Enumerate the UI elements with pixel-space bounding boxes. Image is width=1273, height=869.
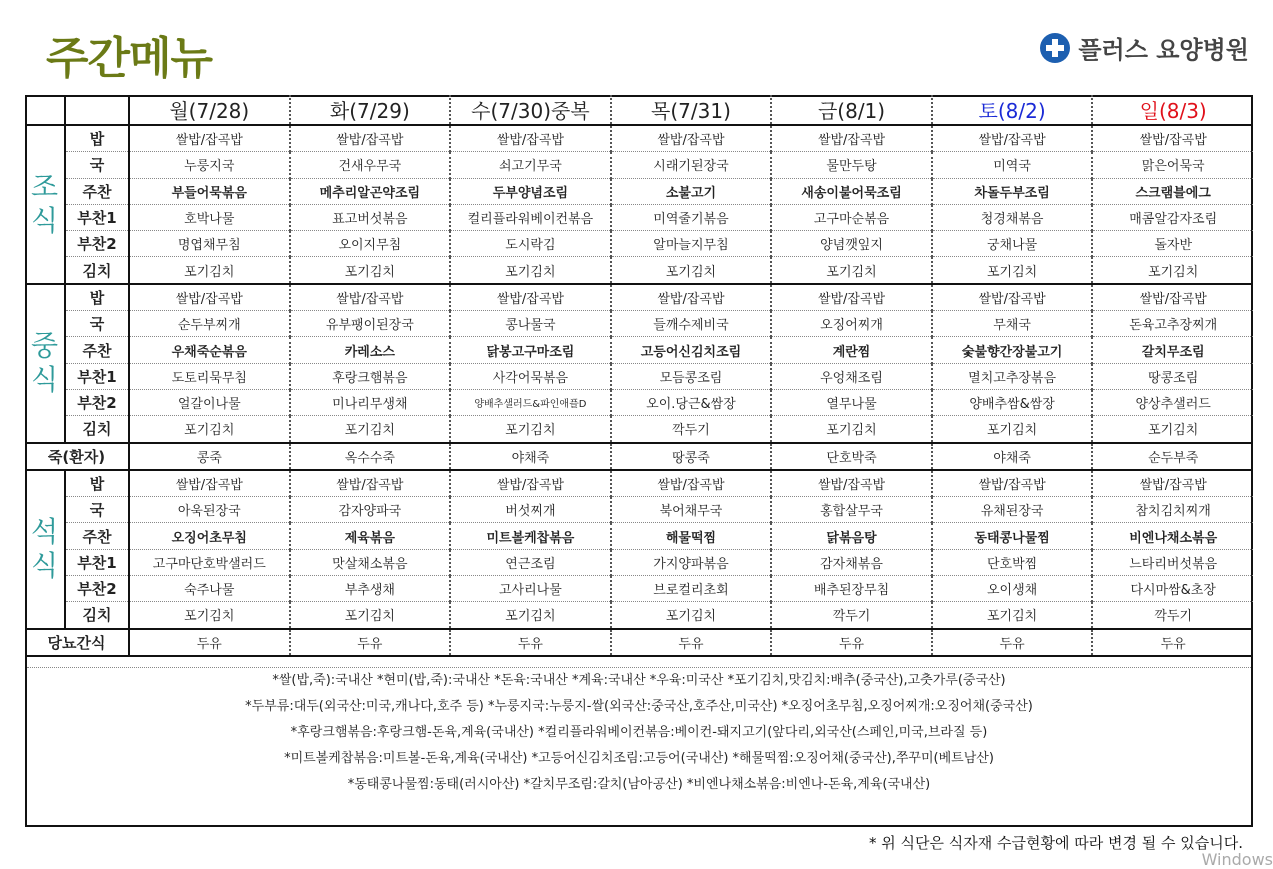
menu-cell: 감자채볶음 xyxy=(771,549,932,575)
menu-cell: 제육볶음 xyxy=(290,523,451,549)
menu-cell: 미역국 xyxy=(932,152,1093,178)
menu-cell: 미트볼케찹볶음 xyxy=(450,523,611,549)
category-label: 부찬2 xyxy=(65,389,129,415)
menu-cell: 부추생채 xyxy=(290,576,451,602)
menu-cell: 포기김치 xyxy=(611,602,772,629)
day-header-sunday: 일(8/3) xyxy=(1092,95,1253,125)
menu-cell: 홍합살무국 xyxy=(771,497,932,523)
menu-cell: 호박나물 xyxy=(129,204,290,230)
day-header: 금(8/1) xyxy=(771,95,932,125)
menu-cell: 포기김치 xyxy=(450,257,611,284)
menu-row xyxy=(25,337,1253,363)
weekly-menu-table xyxy=(25,95,1253,657)
category-label: 주찬 xyxy=(65,337,129,363)
menu-cell: 닭볶음탕 xyxy=(771,523,932,549)
menu-cell: 연근조림 xyxy=(450,549,611,575)
origin-note: *쌀(밥,죽):국내산 *현미(밥,죽):국내산 *돈육:국내산 *계육:국내산 *우육:미국산 *포기김치,맛김치:배추(중국산),고춧가루(중국산) xyxy=(272,673,1006,688)
menu-cell: 깍두기 xyxy=(1092,602,1253,629)
menu-cell: 두유 xyxy=(932,629,1093,656)
menu-cell: 쌀밥/잡곡밥 xyxy=(450,470,611,497)
menu-cell: 쌀밥/잡곡밥 xyxy=(771,284,932,311)
corner-cell xyxy=(25,95,65,125)
category-label: 국 xyxy=(65,311,129,337)
menu-cell: 땅콩조림 xyxy=(1092,363,1253,389)
category-label: 김치 xyxy=(65,416,129,443)
menu-cell: 양념깻잎지 xyxy=(771,231,932,257)
menu-cell: 차돌두부조림 xyxy=(932,178,1093,204)
menu-cell: 버섯찌개 xyxy=(450,497,611,523)
menu-cell: 고구마순볶음 xyxy=(771,204,932,230)
menu-cell: 부들어묵볶음 xyxy=(129,178,290,204)
menu-cell: 오징어초무침 xyxy=(129,523,290,549)
menu-cell: 오이.당근&쌈장 xyxy=(611,389,772,415)
menu-cell: 미나리무생채 xyxy=(290,389,451,415)
menu-cell: 쌀밥/잡곡밥 xyxy=(611,125,772,152)
menu-cell: 포기김치 xyxy=(129,257,290,284)
category-label: 국 xyxy=(65,152,129,178)
menu-row xyxy=(25,602,1253,629)
menu-cell: 쌀밥/잡곡밥 xyxy=(771,470,932,497)
menu-row xyxy=(25,497,1253,523)
menu-cell: 오이지무침 xyxy=(290,231,451,257)
menu-cell: 숙주나물 xyxy=(129,576,290,602)
menu-cell: 포기김치 xyxy=(932,416,1093,443)
menu-cell: 쌀밥/잡곡밥 xyxy=(129,284,290,311)
menu-cell: 포기김치 xyxy=(290,602,451,629)
menu-row xyxy=(25,629,1253,656)
menu-cell: 아욱된장국 xyxy=(129,497,290,523)
menu-row xyxy=(25,284,1253,311)
menu-cell: 두유 xyxy=(771,629,932,656)
menu-cell: 참치김치찌개 xyxy=(1092,497,1253,523)
menu-row xyxy=(25,363,1253,389)
menu-cell: 느타리버섯볶음 xyxy=(1092,549,1253,575)
menu-cell: 포기김치 xyxy=(771,257,932,284)
menu-cell: 누룽지국 xyxy=(129,152,290,178)
menu-cell: 콩죽 xyxy=(129,443,290,470)
category-label: 부찬1 xyxy=(65,549,129,575)
row-label: 죽(환자) xyxy=(25,443,129,470)
category-label: 주찬 xyxy=(65,523,129,549)
plus-circle-icon xyxy=(1040,33,1070,63)
menu-row xyxy=(25,125,1253,152)
menu-cell: 두유 xyxy=(129,629,290,656)
menu-cell: 미역줄기볶음 xyxy=(611,204,772,230)
menu-cell: 깍두기 xyxy=(771,602,932,629)
menu-cell: 포기김치 xyxy=(771,416,932,443)
menu-cell: 땅콩죽 xyxy=(611,443,772,470)
category-label: 주찬 xyxy=(65,178,129,204)
corner-cell xyxy=(65,95,129,125)
menu-cell: 돈육고추장찌개 xyxy=(1092,311,1253,337)
menu-cell: 쌀밥/잡곡밥 xyxy=(771,125,932,152)
category-label: 부찬2 xyxy=(65,231,129,257)
menu-cell: 양배추쌈&쌈장 xyxy=(932,389,1093,415)
menu-cell: 쇠고기무국 xyxy=(450,152,611,178)
menu-cell: 포기김치 xyxy=(290,257,451,284)
menu-cell: 쌀밥/잡곡밥 xyxy=(450,125,611,152)
category-label: 김치 xyxy=(65,257,129,284)
menu-cell: 포기김치 xyxy=(129,416,290,443)
menu-cell: 순두부찌개 xyxy=(129,311,290,337)
footer-note: * 위 식단은 식자재 수급현황에 따라 변경 될 수 있습니다. xyxy=(869,834,1243,852)
menu-cell: 배추된장무침 xyxy=(771,576,932,602)
meal-label-text: 석식 xyxy=(30,515,59,583)
menu-cell: 계란찜 xyxy=(771,337,932,363)
menu-row xyxy=(25,549,1253,575)
menu-cell: 무채국 xyxy=(932,311,1093,337)
menu-cell: 비엔나채소볶음 xyxy=(1092,523,1253,549)
day-header: 수(7/30)중복 xyxy=(450,95,611,125)
menu-cell: 포기김치 xyxy=(1092,416,1253,443)
menu-cell: 열무나물 xyxy=(771,389,932,415)
brand-name: 플러스 요양병원 xyxy=(1078,36,1249,64)
menu-cell: 얼갈이나물 xyxy=(129,389,290,415)
menu-cell: 쌀밥/잡곡밥 xyxy=(129,470,290,497)
menu-cell: 두부양념조림 xyxy=(450,178,611,204)
menu-cell: 고등어신김치조림 xyxy=(611,337,772,363)
menu-cell: 사각어묵볶음 xyxy=(450,363,611,389)
menu-cell: 쌀밥/잡곡밥 xyxy=(290,284,451,311)
menu-cell: 쌀밥/잡곡밥 xyxy=(611,470,772,497)
menu-cell: 콩나물국 xyxy=(450,311,611,337)
row-label: 당뇨간식 xyxy=(25,629,129,656)
meal-label xyxy=(25,284,65,443)
menu-cell: 유채된장국 xyxy=(932,497,1093,523)
menu-cell: 쌀밥/잡곡밥 xyxy=(1092,470,1253,497)
menu-cell: 새송이불어묵조림 xyxy=(771,178,932,204)
brand xyxy=(1040,30,1249,65)
menu-cell: 북어채무국 xyxy=(611,497,772,523)
menu-cell: 명엽채무침 xyxy=(129,231,290,257)
menu-cell: 알마늘지무침 xyxy=(611,231,772,257)
category-label: 김치 xyxy=(65,602,129,629)
menu-cell: 쌀밥/잡곡밥 xyxy=(932,284,1093,311)
menu-cell: 브로컬리초회 xyxy=(611,576,772,602)
menu-cell: 깍두기 xyxy=(611,416,772,443)
menu-cell: 갈치무조림 xyxy=(1092,337,1253,363)
menu-cell: 맑은어묵국 xyxy=(1092,152,1253,178)
meal-label xyxy=(25,470,65,629)
menu-cell: 포기김치 xyxy=(450,416,611,443)
menu-cell: 포기김치 xyxy=(611,257,772,284)
menu-cell: 시래기된장국 xyxy=(611,152,772,178)
menu-row xyxy=(25,523,1253,549)
menu-cell: 두유 xyxy=(1092,629,1253,656)
menu-row xyxy=(25,231,1253,257)
menu-cell: 고구마단호박샐러드 xyxy=(129,549,290,575)
origin-notes xyxy=(27,668,1251,798)
menu-cell: 해물떡찜 xyxy=(611,523,772,549)
watermark: Windows xyxy=(1201,850,1273,869)
menu-cell: 멸치고추장볶음 xyxy=(932,363,1093,389)
menu-cell: 우엉채조림 xyxy=(771,363,932,389)
menu-cell: 야채죽 xyxy=(932,443,1093,470)
menu-cell: 순두부죽 xyxy=(1092,443,1253,470)
menu-cell: 고사리나물 xyxy=(450,576,611,602)
menu-row xyxy=(25,470,1253,497)
menu-cell: 소불고기 xyxy=(611,178,772,204)
meal-label-text: 조식 xyxy=(30,170,59,238)
menu-cell: 단호박찜 xyxy=(932,549,1093,575)
menu-cell: 물만두탕 xyxy=(771,152,932,178)
menu-row xyxy=(25,152,1253,178)
meal-label xyxy=(25,125,65,284)
menu-cell: 후랑크햄볶음 xyxy=(290,363,451,389)
menu-cell: 숯불향간장불고기 xyxy=(932,337,1093,363)
menu-cell: 포기김치 xyxy=(450,602,611,629)
menu-cell: 표고버섯볶음 xyxy=(290,204,451,230)
menu-cell: 스크램블에그 xyxy=(1092,178,1253,204)
menu-cell: 쌀밥/잡곡밥 xyxy=(1092,125,1253,152)
menu-cell: 포기김치 xyxy=(1092,257,1253,284)
menu-cell: 모듬콩조림 xyxy=(611,363,772,389)
menu-row xyxy=(25,576,1253,602)
origin-note: *두부류:대두(외국산:미국,캐나다,호주 등) *누룽지국:누룽지-쌀(외국산:중국산,호주산,미국산) *오징어초무침,오징어찌개:오징어채(중국산) xyxy=(245,699,1033,714)
menu-row xyxy=(25,443,1253,470)
day-header-saturday: 토(8/2) xyxy=(932,95,1093,125)
menu-cell: 오징어찌개 xyxy=(771,311,932,337)
menu-cell: 쌀밥/잡곡밥 xyxy=(290,470,451,497)
day-header: 목(7/31) xyxy=(611,95,772,125)
menu-cell: 다시마쌈&초장 xyxy=(1092,576,1253,602)
origin-note: *동태콩나물찜:동태(러시아산) *갈치무조림:갈치(남아공산) *비엔나채소볶음:비엔나-돈육,계육(국내산) xyxy=(347,777,931,792)
category-label: 부찬1 xyxy=(65,204,129,230)
menu-cell: 두유 xyxy=(290,629,451,656)
menu-cell: 맛살채소볶음 xyxy=(290,549,451,575)
menu-cell: 포기김치 xyxy=(129,602,290,629)
menu-cell: 카레소스 xyxy=(290,337,451,363)
menu-row xyxy=(25,204,1253,230)
menu-cell: 포기김치 xyxy=(932,602,1093,629)
category-label: 밥 xyxy=(65,125,129,152)
meal-label-text: 중식 xyxy=(30,329,59,397)
menu-cell: 매콤알감자조림 xyxy=(1092,204,1253,230)
menu-cell: 닭봉고구마조림 xyxy=(450,337,611,363)
category-label: 부찬1 xyxy=(65,363,129,389)
menu-cell: 동태콩나물찜 xyxy=(932,523,1093,549)
menu-cell: 가지양파볶음 xyxy=(611,549,772,575)
day-header: 월(7/28) xyxy=(129,95,290,125)
menu-cell: 양배추샐러드&파인애플D xyxy=(450,389,611,415)
menu-row xyxy=(25,178,1253,204)
menu-cell: 도시락김 xyxy=(450,231,611,257)
menu-cell: 옥수수죽 xyxy=(290,443,451,470)
menu-cell: 건새우무국 xyxy=(290,152,451,178)
menu-cell: 단호박죽 xyxy=(771,443,932,470)
category-label: 밥 xyxy=(65,470,129,497)
menu-cell: 야채죽 xyxy=(450,443,611,470)
menu-cell: 쌀밥/잡곡밥 xyxy=(450,284,611,311)
category-label: 밥 xyxy=(65,284,129,311)
menu-cell: 포기김치 xyxy=(932,257,1093,284)
menu-row xyxy=(25,416,1253,443)
menu-row xyxy=(25,389,1253,415)
menu-cell: 두유 xyxy=(611,629,772,656)
menu-cell: 쌀밥/잡곡밥 xyxy=(1092,284,1253,311)
category-label: 부찬2 xyxy=(65,576,129,602)
menu-cell: 두유 xyxy=(450,629,611,656)
origin-note: *후랑크햄볶음:후랑크햄-돈육,계육(국내산) *컬리플라워베이컨볶음:베이컨-돼지고기(앞다리,외국산(스페인,미국,브라질 등) xyxy=(290,725,988,740)
menu-cell: 쌀밥/잡곡밥 xyxy=(290,125,451,152)
menu-cell: 쌀밥/잡곡밥 xyxy=(932,470,1093,497)
menu-cell: 메추리알곤약조림 xyxy=(290,178,451,204)
menu-cell: 궁채나물 xyxy=(932,231,1093,257)
menu-cell: 양상추샐러드 xyxy=(1092,389,1253,415)
menu-cell: 도토리묵무침 xyxy=(129,363,290,389)
category-label: 국 xyxy=(65,497,129,523)
origin-note: *미트볼케찹볶음:미트볼-돈육,계육(국내산) *고등어신김치조림:고등어(국내산) *해물떡찜:오징어채(중국산),쭈꾸미(베트남산) xyxy=(284,751,994,766)
menu-cell: 돌자반 xyxy=(1092,231,1253,257)
menu-cell: 오이생채 xyxy=(932,576,1093,602)
menu-cell: 감자양파국 xyxy=(290,497,451,523)
day-header: 화(7/29) xyxy=(290,95,451,125)
menu-cell: 컬리플라워베이컨볶음 xyxy=(450,204,611,230)
menu-cell: 청경채볶음 xyxy=(932,204,1093,230)
menu-cell: 들깨수제비국 xyxy=(611,311,772,337)
menu-cell: 쌀밥/잡곡밥 xyxy=(932,125,1093,152)
day-header-row xyxy=(25,95,1253,125)
page-title: 주간메뉴 xyxy=(46,33,213,84)
menu-cell: 쌀밥/잡곡밥 xyxy=(129,125,290,152)
menu-cell: 유부팽이된장국 xyxy=(290,311,451,337)
menu-cell: 우채죽순볶음 xyxy=(129,337,290,363)
menu-cell: 포기김치 xyxy=(290,416,451,443)
menu-row xyxy=(25,311,1253,337)
menu-row xyxy=(25,257,1253,284)
menu-cell: 쌀밥/잡곡밥 xyxy=(611,284,772,311)
